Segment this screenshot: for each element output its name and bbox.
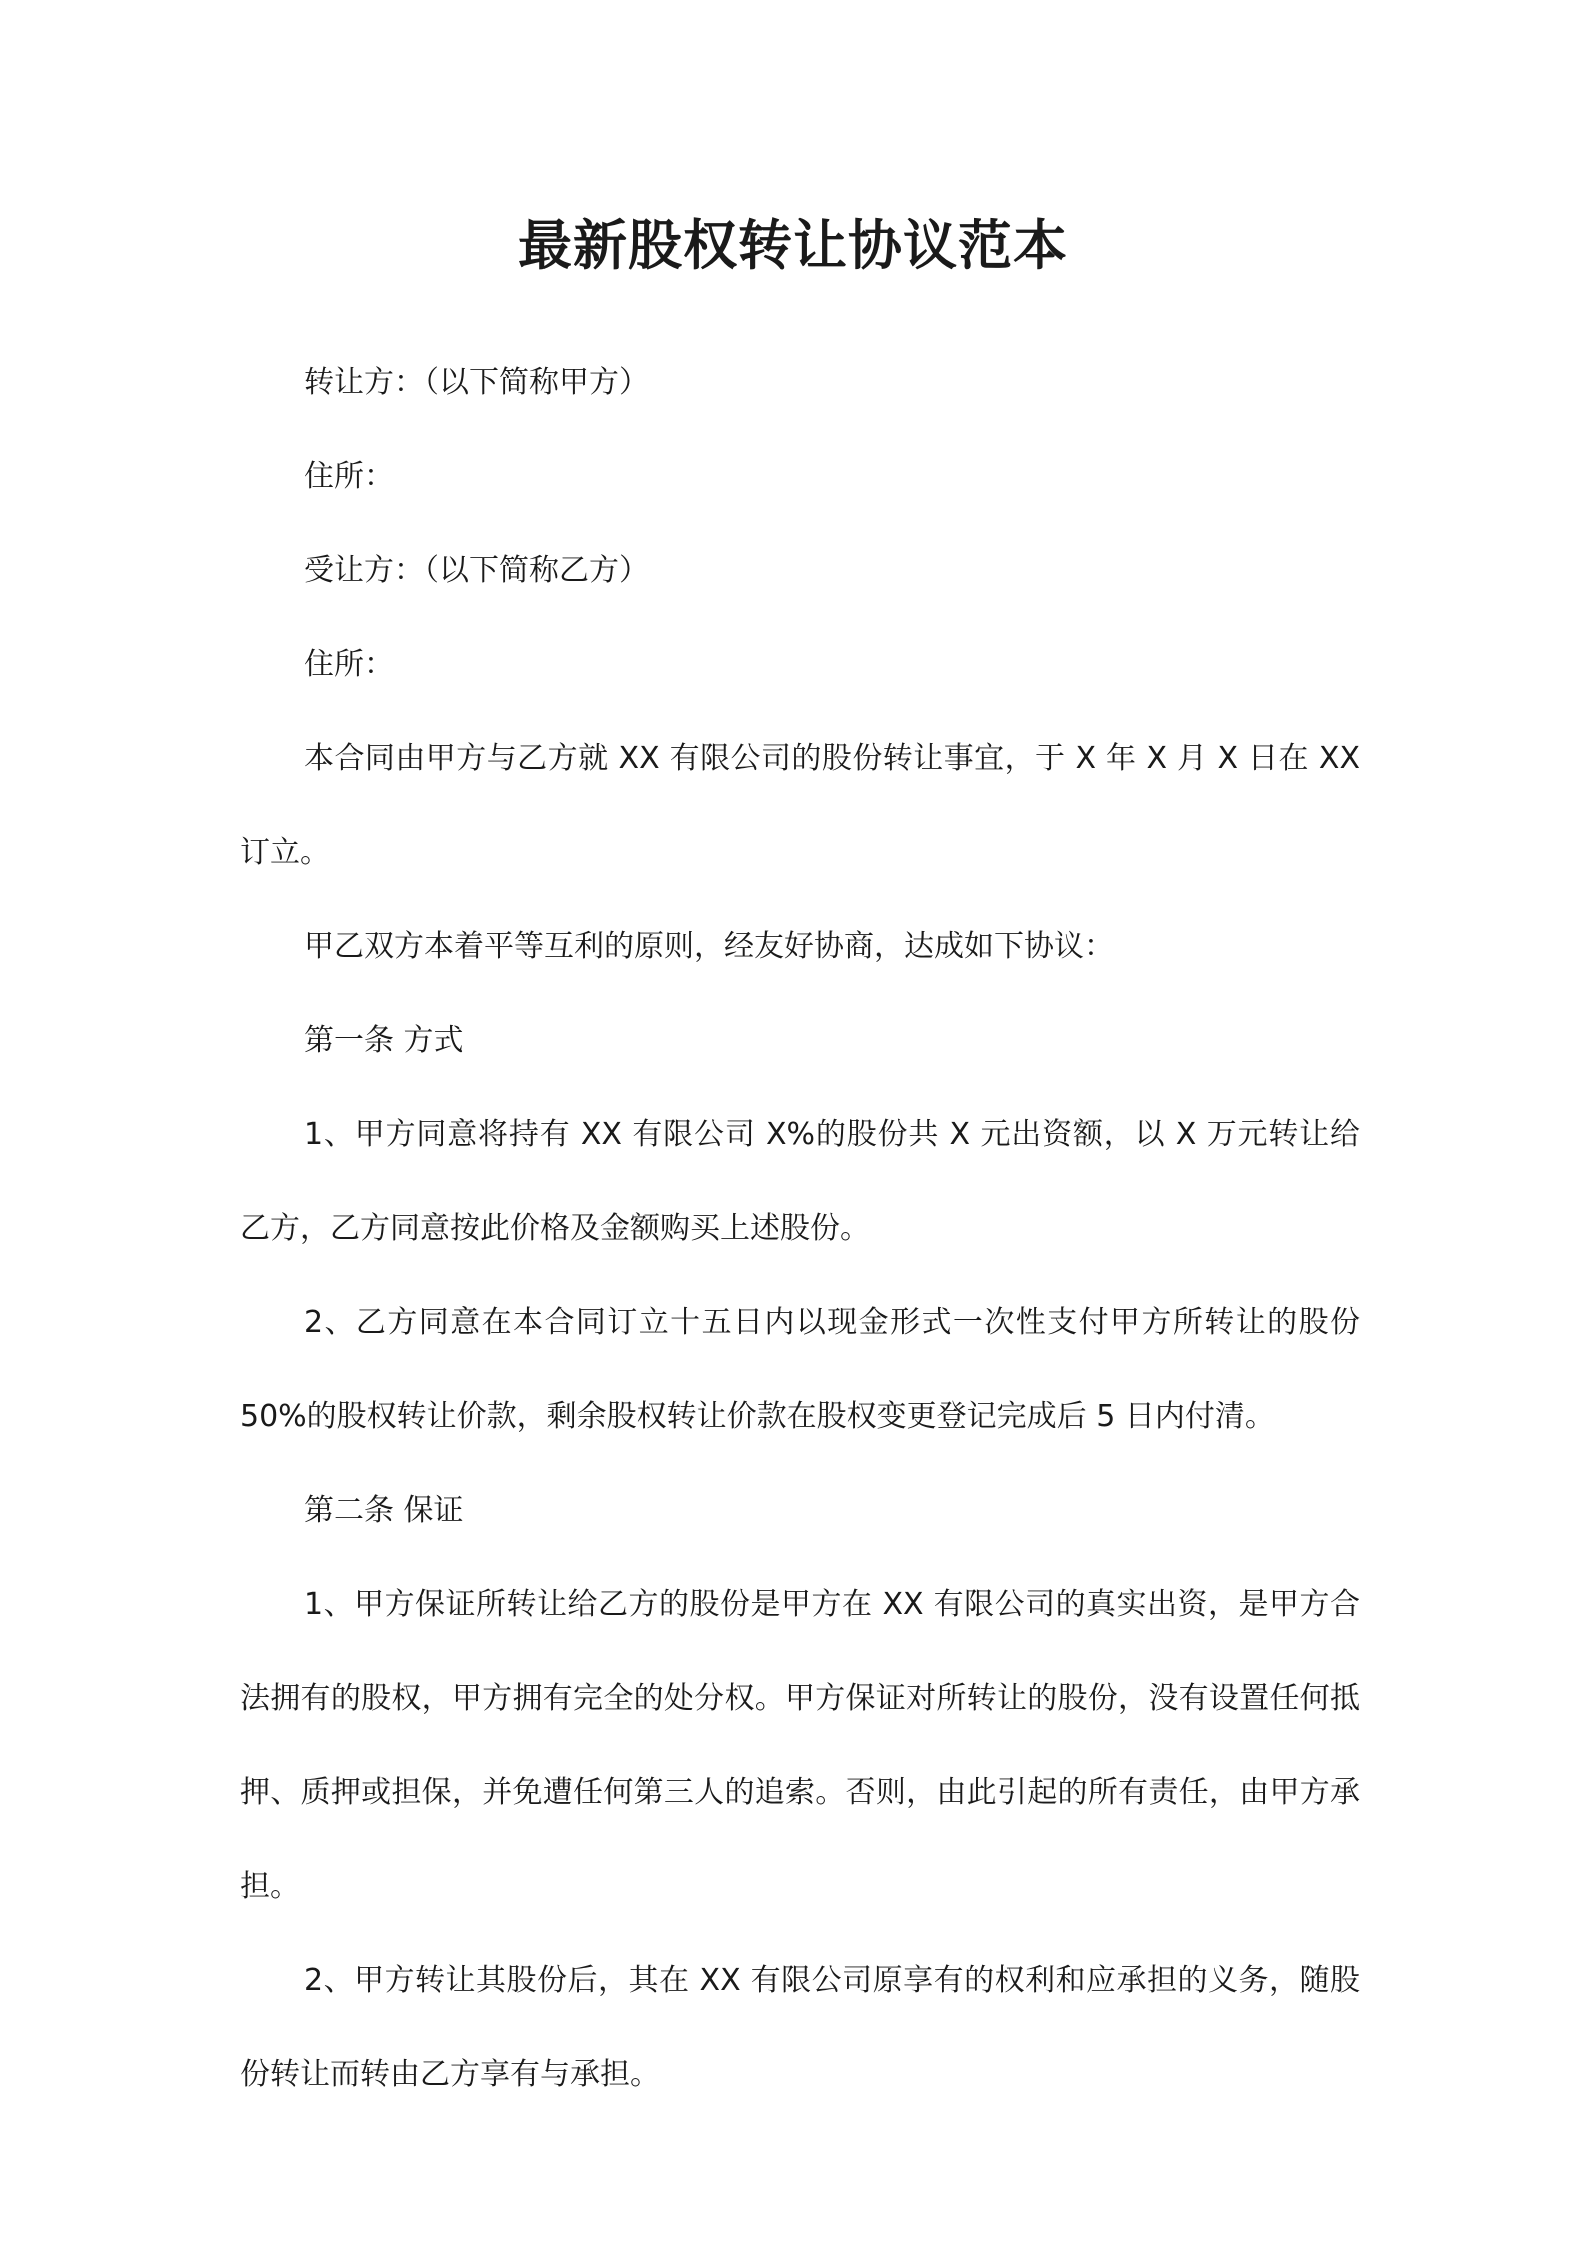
transferee-line: 受让方：（以下简称乙方） <box>304 553 649 588</box>
article-1-clause-1: 1、甲方同意将持有 XX 有限公司 X%的股份共 X 元出资额，以 X 万元转让给乙方，乙方同意按此价格及金额购买上述股份。 <box>240 1117 1360 1246</box>
transferor-address-line: 住所： <box>304 459 394 494</box>
article-2-clause-2: 2、甲方转让其股份后，其在 XX 有限公司原享有的权利和应承担的义务，随股份转让而转由乙方享有与承担。 <box>240 1963 1360 2092</box>
agreement-principle-paragraph: 甲乙双方本着平等互利的原则，经友好协商，达成如下协议： <box>304 929 1114 964</box>
transferor-line: 转让方：（以下简称甲方） <box>304 365 649 400</box>
contract-intro-paragraph: 本合同由甲方与乙方就 XX 有限公司的股份转让事宜，于 X 年 X 月 X 日在 XX 订立。 <box>240 741 1360 870</box>
transferee-address-line: 住所： <box>304 647 394 682</box>
article-2-heading: 第二条 保证 <box>304 1493 464 1528</box>
article-1-clause-2: 2、乙方同意在本合同订立十五日内以现金形式一次性支付甲方所转让的股份 50%的股权转让价款，剩余股权转让价款在股权变更登记完成后 5 日内付清。 <box>240 1305 1360 1434</box>
article-1-heading: 第一条 方式 <box>304 1023 464 1058</box>
document-body <box>240 336 1360 2122</box>
document-title: 最新股权转让协议范本 <box>518 214 1068 277</box>
article-2-clause-1: 1、甲方保证所转让给乙方的股份是甲方在 XX 有限公司的真实出资，是甲方合法拥有的股权，甲方拥有完全的处分权。甲方保证对所转让的股份，没有设置任何抵押、质押或担保，并免遭任何第三人的追索。否则，由此引起的所有责任，由甲方承担。 <box>240 1587 1360 1904</box>
